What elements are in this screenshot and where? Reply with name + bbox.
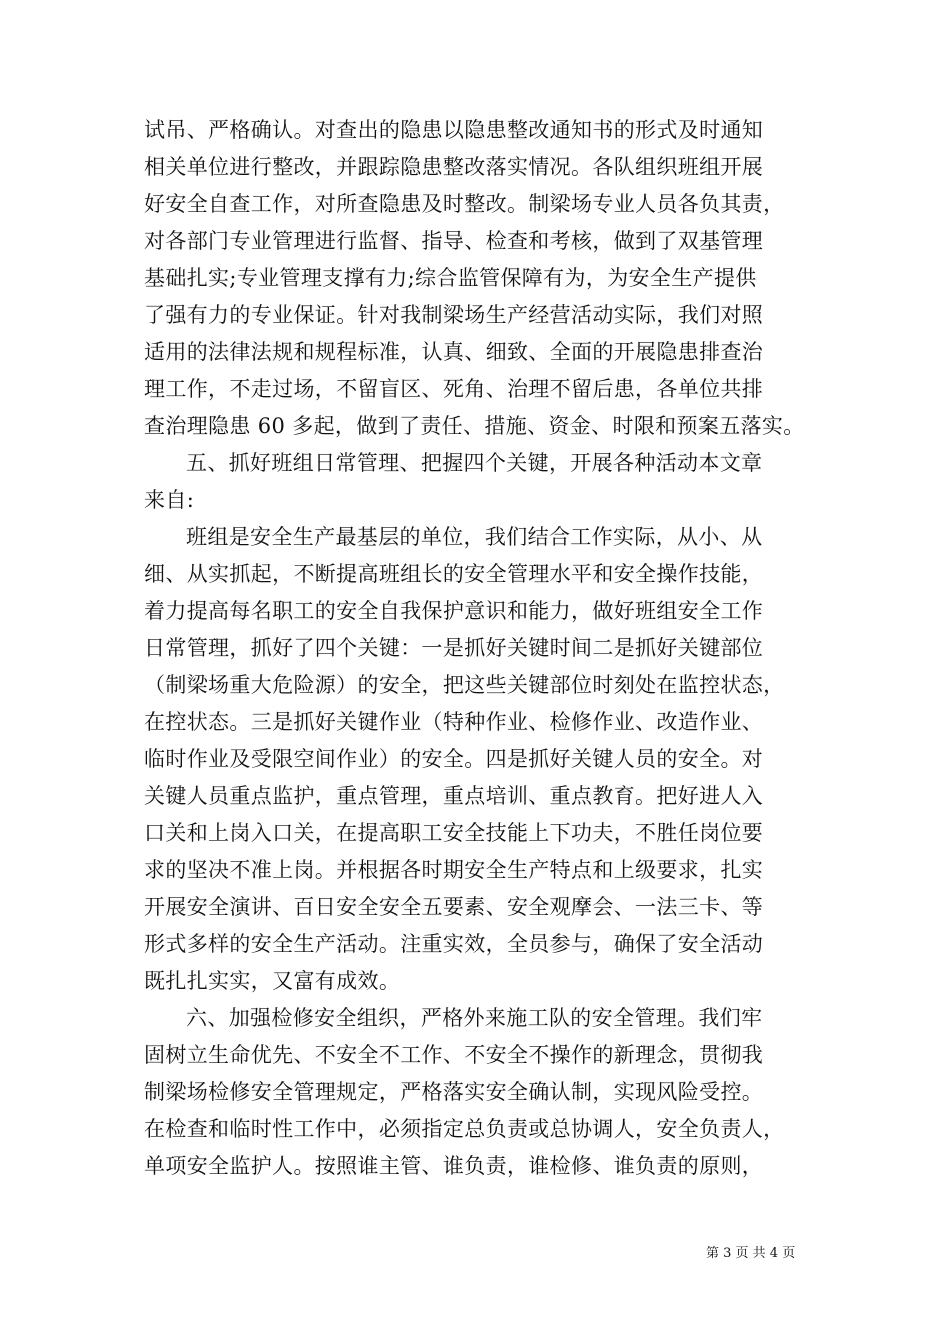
text-line: 求的坚决不准上岗。并根据各时期安全生产特点和上级要求，扎实 (144, 858, 764, 882)
text-line: 查治理隐患 60 多起，做到了责任、措施、资金、时限和预案五落实。 (144, 414, 805, 438)
section-heading-5: 五、抓好班组日常管理、把握四个关键，开展各种活动本文章 (186, 451, 763, 475)
text-line: 开展安全演讲、百日安全安全五要素、安全观摩会、一法三卡、等 (144, 895, 764, 919)
text-line: 关键人员重点监护，重点管理，重点培训、重点教育。把好进人入 (144, 784, 764, 808)
text-line: 对各部门专业管理进行监督、指导、检查和考核，做到了双基管理 (144, 229, 764, 253)
text-line: 制梁场检修安全管理规定，严格落实安全确认制，实现风险受控。 (144, 1080, 764, 1104)
text-line: 单项安全监护人。按照谁主管、谁负责，谁检修、谁负责的原则， (144, 1154, 764, 1178)
text-line: 着力提高每名职工的安全自我保护意识和能力，做好班组安全工作 (144, 599, 764, 623)
text-line: 在控状态。三是抓好关键作业（特种作业、检修作业、改造作业、 (144, 710, 764, 734)
text-line: 来自: (144, 488, 195, 512)
text-line: 在检查和临时性工作中，必须指定总负责或总协调人，安全负责人， (144, 1117, 785, 1141)
text-line: 既扎扎实实，又富有成效。 (144, 969, 401, 993)
text-line: 临时作业及受限空间作业）的安全。四是抓好关键人员的安全。对 (144, 747, 764, 771)
text-line: （制梁场重大危险源）的安全，把这些关键部位时刻处在监控状态， (144, 673, 785, 697)
text-line: 固树立生命优先、不安全不工作、不安全不操作的新理念，贯彻我 (144, 1043, 764, 1067)
text-line: 相关单位进行整改，并跟踪隐患整改落实情况。各队组织班组开展 (144, 155, 764, 179)
text-line: 口关和上岗入口关，在提高职工安全技能上下功夫，不胜任岗位要 (144, 821, 764, 845)
text-line: 适用的法律法规和规程标准，认真、细致、全面的开展隐患排查治 (144, 340, 764, 364)
paragraph-start: 班组是安全生产最基层的单位，我们结合工作实际，从小、从 (186, 525, 763, 549)
text-line: 试吊、严格确认。对查出的隐患以隐患整改通知书的形式及时通知 (144, 118, 764, 142)
text-line: 细、从实抓起，不断提高班组长的安全管理水平和安全操作技能， (144, 562, 764, 586)
text-line: 理工作，不走过场，不留盲区、死角、治理不留后患，各单位共排 (144, 377, 764, 401)
document-body (144, 112, 808, 1185)
text-line: 形式多样的安全生产活动。注重实效，全员参与，确保了安全活动 (144, 932, 764, 956)
text-line: 了强有力的专业保证。针对我制梁场生产经营活动实际，我们对照 (144, 303, 764, 327)
text-line: 好安全自查工作，对所查隐患及时整改。制梁场专业人员各负其责， (144, 192, 785, 216)
text-line: 基础扎实;专业管理支撑有力;综合监管保障有为，为安全生产提供 (144, 266, 757, 290)
text-line: 日常管理，抓好了四个关键：一是抓好关键时间二是抓好关键部位 (144, 636, 764, 660)
page-number-footer: 第 3 页 共 4 页 (706, 1246, 796, 1261)
section-heading-6: 六、加强检修安全组织，严格外来施工队的安全管理。我们牢 (186, 1006, 763, 1030)
